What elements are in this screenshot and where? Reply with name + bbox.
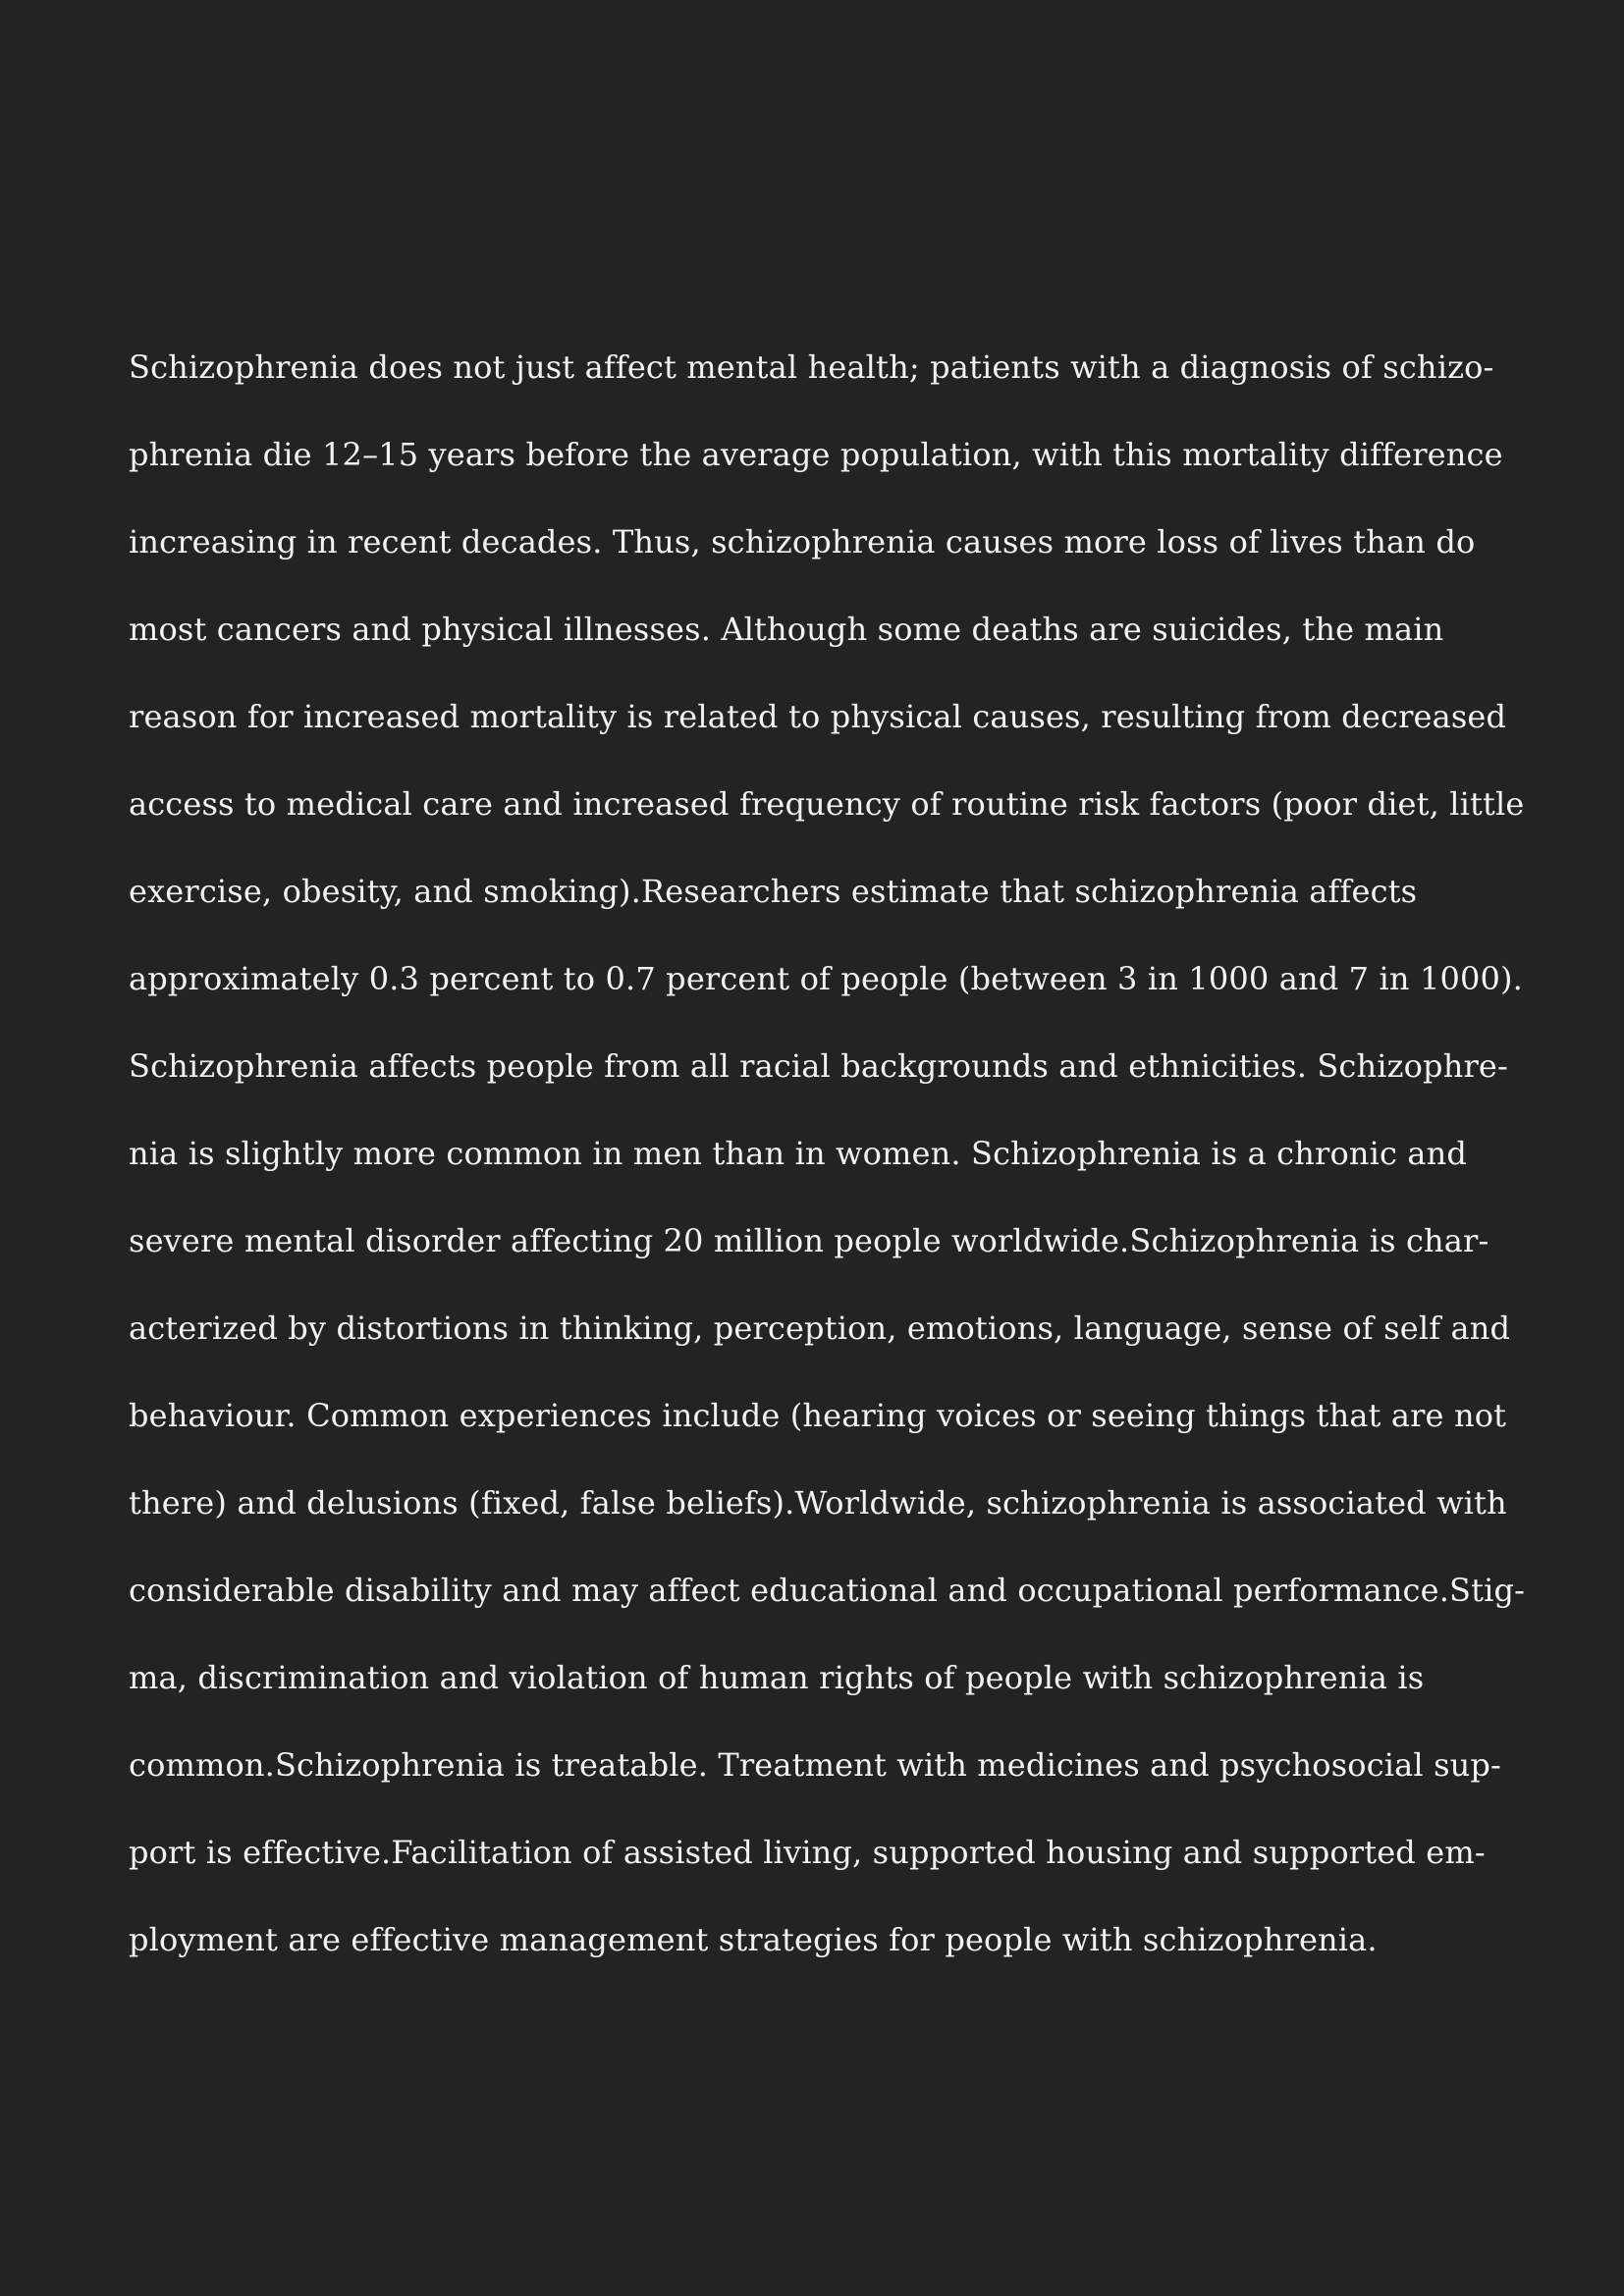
paragraph-line: ma, discrimination and violation of human rights of people with schizophrenia is (129, 1659, 1425, 1696)
paragraph-line: there) and delusions (fixed, false beliefs).Worldwide, schizophrenia is associated with (129, 1484, 1507, 1522)
paragraph-line: severe mental disorder affecting 20 million people worldwide.Schizophrenia is char- (129, 1222, 1489, 1259)
paragraph-line: access to medical care and increased frequency of routine risk factors (poor diet, little (129, 785, 1525, 823)
paragraph-line: ployment are effective management strategies for people with schizophrenia. (129, 1921, 1378, 1958)
paragraph-line: acterized by distortions in thinking, perception, emotions, language, sense of self and (129, 1309, 1511, 1347)
paragraph-line: reason for increased mortality is related to physical causes, resulting from decreased (129, 698, 1507, 735)
paragraph-line: approximately 0.3 percent to 0.7 percent of people (between 3 in 1000 and 7 in 1000). (129, 960, 1523, 997)
paragraph-line: common.Schizophrenia is treatable. Treatment with medicines and psychosocial sup- (129, 1746, 1502, 1784)
paragraph-line: most cancers and physical illnesses. Although some deaths are suicides, the main (129, 611, 1444, 648)
paragraph-line: increasing in recent decades. Thus, schizophrenia causes more loss of lives than do (129, 523, 1476, 561)
body-paragraph (129, 324, 1526, 1984)
paragraph-line: considerable disability and may affect educational and occupational performance.Stig- (129, 1572, 1526, 1609)
paragraph-line: exercise, obesity, and smoking).Researchers estimate that schizophrenia affects (129, 873, 1418, 910)
paragraph-line: port is effective.Facilitation of assisted living, supported housing and supported em- (129, 1834, 1486, 1871)
paragraph-line: Schizophrenia affects people from all racial backgrounds and ethnicities. Schizophre- (129, 1047, 1508, 1085)
paragraph-line: Schizophrenia does not just affect mental health; patients with a diagnosis of schizo- (129, 348, 1494, 386)
paragraph-line: behaviour. Common experiences include (hearing voices or seeing things that are not (129, 1397, 1507, 1434)
paragraph-line: nia is slightly more common in men than in women. Schizophrenia is a chronic and (129, 1135, 1468, 1172)
paragraph-line: phrenia die 12–15 years before the average population, with this mortality difference (129, 436, 1503, 473)
